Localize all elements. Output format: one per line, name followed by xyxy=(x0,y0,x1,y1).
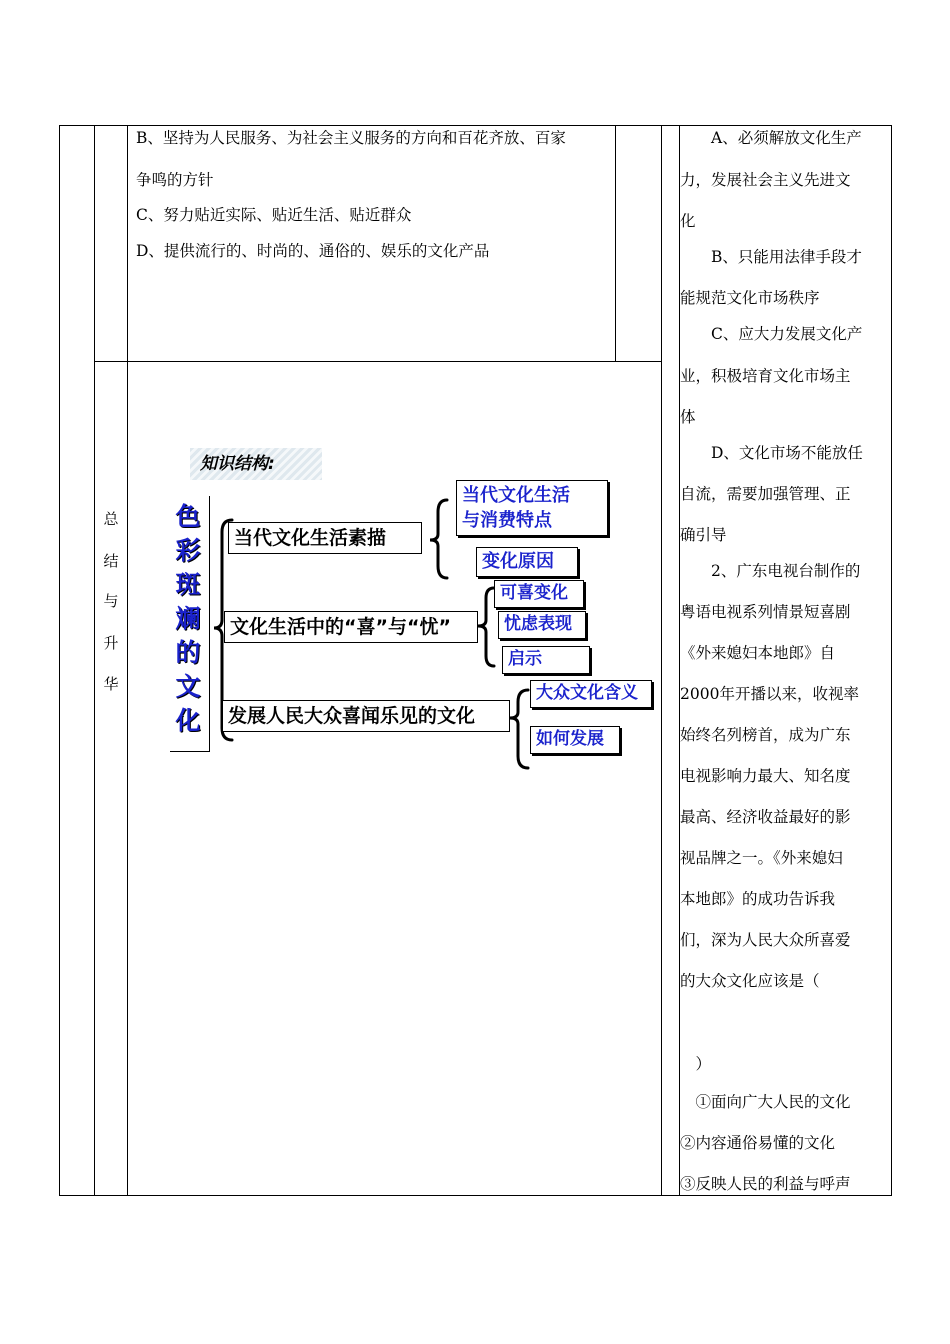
section-label-char: 结 xyxy=(103,552,119,570)
right-line: 力，发展社会主义先进文 xyxy=(680,171,851,189)
leaf-insights: 启示 xyxy=(502,646,590,674)
section-label-char: 华 xyxy=(103,675,119,693)
root-char: 斓 xyxy=(175,604,201,633)
section-label-char: 与 xyxy=(103,592,119,610)
right-line: 2、广东电视台制作的 xyxy=(680,562,861,580)
leaf-change-reasons: 变化原因 xyxy=(476,547,578,577)
section-label-char: 升 xyxy=(103,634,119,652)
section-label-char: 总 xyxy=(103,510,119,528)
diagram-heading: 知识结构: xyxy=(190,448,322,480)
right-line: 能规范文化市场秩序 xyxy=(680,289,820,307)
right-line: 2000年开播以来，收视率 xyxy=(680,685,859,703)
right-line: ） xyxy=(680,1055,712,1073)
root-char: 彩 xyxy=(175,536,201,565)
right-line: B、只能用法律手段才 xyxy=(680,248,862,266)
root-char: 的 xyxy=(175,638,201,667)
leaf-how-to-develop: 如何发展 xyxy=(530,726,620,754)
right-line: D、文化市场不能放任 xyxy=(680,444,863,462)
right-line: 的大众文化应该是（ xyxy=(680,972,820,990)
leaf-positive-changes: 可喜变化 xyxy=(494,580,584,608)
right-line: A、必须解放文化生产 xyxy=(680,129,862,147)
right-line: ①面向广大人民的文化 xyxy=(680,1093,851,1111)
right-line: 业，积极培育文化市场主 xyxy=(680,367,851,385)
right-line: 电视影响力最大、知名度 xyxy=(680,767,851,785)
right-line: 们，深为人民大众所喜爱 xyxy=(680,931,851,949)
right-line: 《外来媳妇本地郎》自 xyxy=(680,644,836,662)
root-char: 化 xyxy=(175,706,201,735)
right-line: ②内容通俗易懂的文化 xyxy=(680,1134,836,1152)
leaf-concerns: 忧虑表现 xyxy=(498,611,586,639)
right-line: 确引导 xyxy=(680,526,727,544)
right-line: ③反映人民的利益与呼声 xyxy=(680,1175,851,1193)
right-line: 本地郎》的成功告诉我 xyxy=(680,890,836,908)
right-line: 自流，需要加强管理、正 xyxy=(680,485,851,503)
root-char: 色 xyxy=(175,502,201,531)
option-c: C、努力贴近实际、贴近生活、贴近群众 xyxy=(136,206,412,224)
branch-1-box: 当代文化生活素描 xyxy=(228,522,422,554)
right-line: 化 xyxy=(680,212,696,230)
right-line: 始终名列榜首，成为广东 xyxy=(680,726,851,744)
root-char: 斑 xyxy=(175,570,201,599)
right-line: 最高、经济收益最好的影 xyxy=(680,808,851,826)
leaf-mass-culture-meaning: 大众文化含义 xyxy=(530,680,652,708)
branch-3-box: 发展人民大众喜闻乐见的文化 xyxy=(222,700,510,732)
branch-2-box: 文化生活中的“喜”与“忧” xyxy=(224,611,478,643)
root-char: 文 xyxy=(175,672,201,701)
leaf-line: 与消费特点 xyxy=(462,510,552,531)
right-line: 粤语电视系列情景短喜剧 xyxy=(680,603,851,621)
leaf-line: 当代文化生活 xyxy=(462,485,570,506)
right-line: 视品牌之一。《外来媳妇 xyxy=(680,849,843,867)
right-line: 体 xyxy=(680,408,696,426)
leaf-consumption-features xyxy=(456,480,608,536)
right-line: C、应大力发展文化产 xyxy=(680,325,863,343)
option-b-cont: 争鸣的方针 xyxy=(136,171,214,189)
option-d: D、提供流行的、时尚的、通俗的、娱乐的文化产品 xyxy=(136,242,490,260)
option-b: B、坚持为人民服务、为社会主义服务的方向和百花齐放、百家 xyxy=(136,129,566,147)
